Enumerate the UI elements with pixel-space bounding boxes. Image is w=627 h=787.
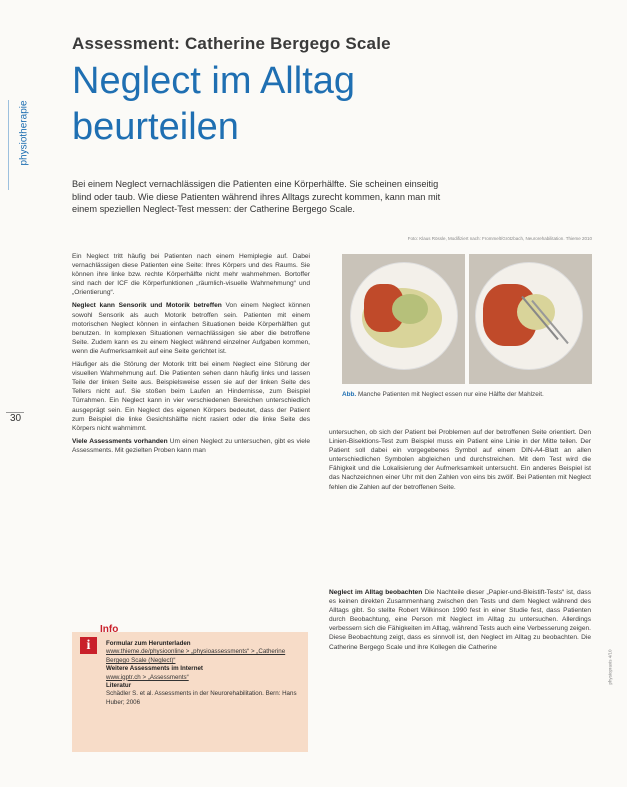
headline-line-2: beurteilen	[72, 106, 239, 148]
paragraph	[72, 437, 310, 455]
side-brand: physiotherapie	[18, 100, 30, 166]
info-content	[106, 640, 304, 707]
headline	[72, 58, 512, 150]
paragraph-text: Die Nachteile dieser „Papier-und-Bleistift-Tests“ ist, dass es keinen direkten Zusammenhang zwischen den Tests und dem Neglect während des Alltags gibt. So stellte Robert Wilkinson 1990 fest in einer Studie fest, dass Patienten durch Beobachtung, eine Person mit Neglect im Alltag zu untersuchen. Allerdings verbessern sich die Fähigkeiten im Alltag, während Tests auch eine Verbesserung zeigen. Diese Beobachtung zeigt, dass es sinnvoll ist, den Neglect im Alltag zu beobachten. Die Catherine Bergego Scale und ihre Kollegen die Catherine	[329, 589, 591, 651]
paragraph: Häufiger als die Störung der Motorik tritt bei einem Neglect eine Störung der visuellen Wahrnehmung auf. Die Patienten sehen dann häufig links und lassen Teile der linken Seite aus. Beispielsweise essen sie auf der linken Seite des Tellers nicht auf. Sie stoßen beim Laufen an Hindernisse, zum Beispiel Türrahmen. Ein Neglect kann in vier verschiedenen Bereichen unterschiedlich ausgeprägt sein. Ein Neglect des eigenen Körpers bedeutet, dass der Patient zum Beispiel die linke Gesichtshälfte nicht rasiert oder die linke Seite des Körpers nicht wahrnimmt.	[72, 361, 310, 432]
right-column	[329, 428, 591, 496]
subheading: Neglect kann Sensorik und Motorik betreffen	[72, 302, 222, 310]
left-column	[72, 252, 310, 459]
headline-line-1: Neglect im Alltag	[72, 60, 356, 102]
info-icon: i	[80, 637, 97, 654]
photo-plate-left	[342, 254, 465, 384]
right-column-continued	[329, 588, 591, 656]
food-greens	[392, 294, 428, 324]
paragraph: untersuchen, ob sich der Patient bei Problemen auf der betroffenen Seite orientiert. Den Linien-Bisektions-Test zum Beispiel muss ein Patient eine Linie in der Mitte teilen. Der Patient soll dabei ein vorgegebenes Symbol auf einem DIN-A4-Blatt an allen unterschiedlichen Symbolen abgleichen und durchstreichen. Mit dem Test wird die Fähigkeit und die Lokalisierung der Aufmerksamkeit untersucht. Ein anderes Beispiel ist das Nachzeichnen einer Uhr mit den Zahlen von eins bis zwölf. Bei Patienten mit Neglect fehlen die Zahlen auf der betroffenen Seite.	[329, 429, 591, 491]
info-link[interactable]: www.thieme.de/physioonline > „physioassessments“ > „Catherine Bergego Scale (Neglect)“	[106, 648, 286, 664]
photo-plate-right	[469, 254, 592, 384]
photo-pair	[342, 254, 592, 384]
kicker: Assessment: Catherine Bergego Scale	[72, 34, 391, 53]
figure-caption	[342, 391, 594, 400]
info-title: Info	[100, 624, 119, 635]
subheading: Viele Assessments vorhanden	[72, 437, 168, 445]
lead-paragraph: Bei einem Neglect vernachlässigen die Patienten eine Körperhälfte. Sie scheinen einseitig blind oder taub. Wie diese Patienten während ihres Alltags zurecht kommen, kann man mit einem speziellen Neglect-Test messen: der Catherine Bergego Scale.	[72, 179, 441, 214]
footer-tag: physiopraxis 4/10	[607, 649, 613, 685]
info-reference: Schädler S. et al. Assessments in der Neurorehabilitation. Bern: Hans Huber; 2006	[106, 690, 297, 706]
side-rule	[8, 100, 9, 190]
paragraph-text: Um einen Neglect zu untersuchen, gibt es viele Assessments. Mit gezielten Proben kann man	[72, 437, 311, 454]
photo-credit: Foto: Klaus Rössle, Modifiziert nach: Frommelt/Grötzbach, Neurorehabilitation. Thieme 2010	[407, 236, 592, 241]
paragraph: Ein Neglect tritt häufig bei Patienten nach einem Hemiplegie auf. Dabei vernachlässigen diese Patienten eine Seite: Ihres Körpers und des Raums. Sie können ihre linke bzw. rechte Körperhälfte nicht mehr wahrnehmen. Bortoffer sind nach der ICF die Körperfunktionen „räumlich-visuelle Wahrnehmung“ und „Orientierung“.	[72, 253, 310, 297]
paragraph	[329, 588, 591, 652]
info-link[interactable]: www.igptr.ch > „Assessments“	[106, 673, 189, 681]
info-heading: Formular zum Herunterladen	[106, 640, 191, 647]
subheading: Neglect im Alltag beobachten	[329, 589, 423, 596]
caption-label: Abb.	[342, 391, 357, 398]
info-heading: Weitere Assessments im Internet	[106, 665, 203, 673]
paragraph	[72, 301, 310, 356]
info-heading: Literatur	[106, 682, 132, 690]
paragraph-text: Von einem Neglect können sowohl Sensorik als auch Motorik betroffen sein. Patienten mit einem motorischen Neglect können in einfachen Situationen beide Körperhälften gut benutzen. In komplexen Situationen vernachlässigen sie aber die betroffene Seite. Zudem kann es zu einem Neglect während einzelner Aufgaben kommen, wenn die Aufmerksamkeit auf eine Seite gerichtet ist.	[72, 302, 310, 355]
caption-text: Manche Patienten mit Neglect essen nur eine Hälfte der Mahlzeit.	[357, 391, 544, 398]
page-number: 30	[10, 413, 22, 424]
